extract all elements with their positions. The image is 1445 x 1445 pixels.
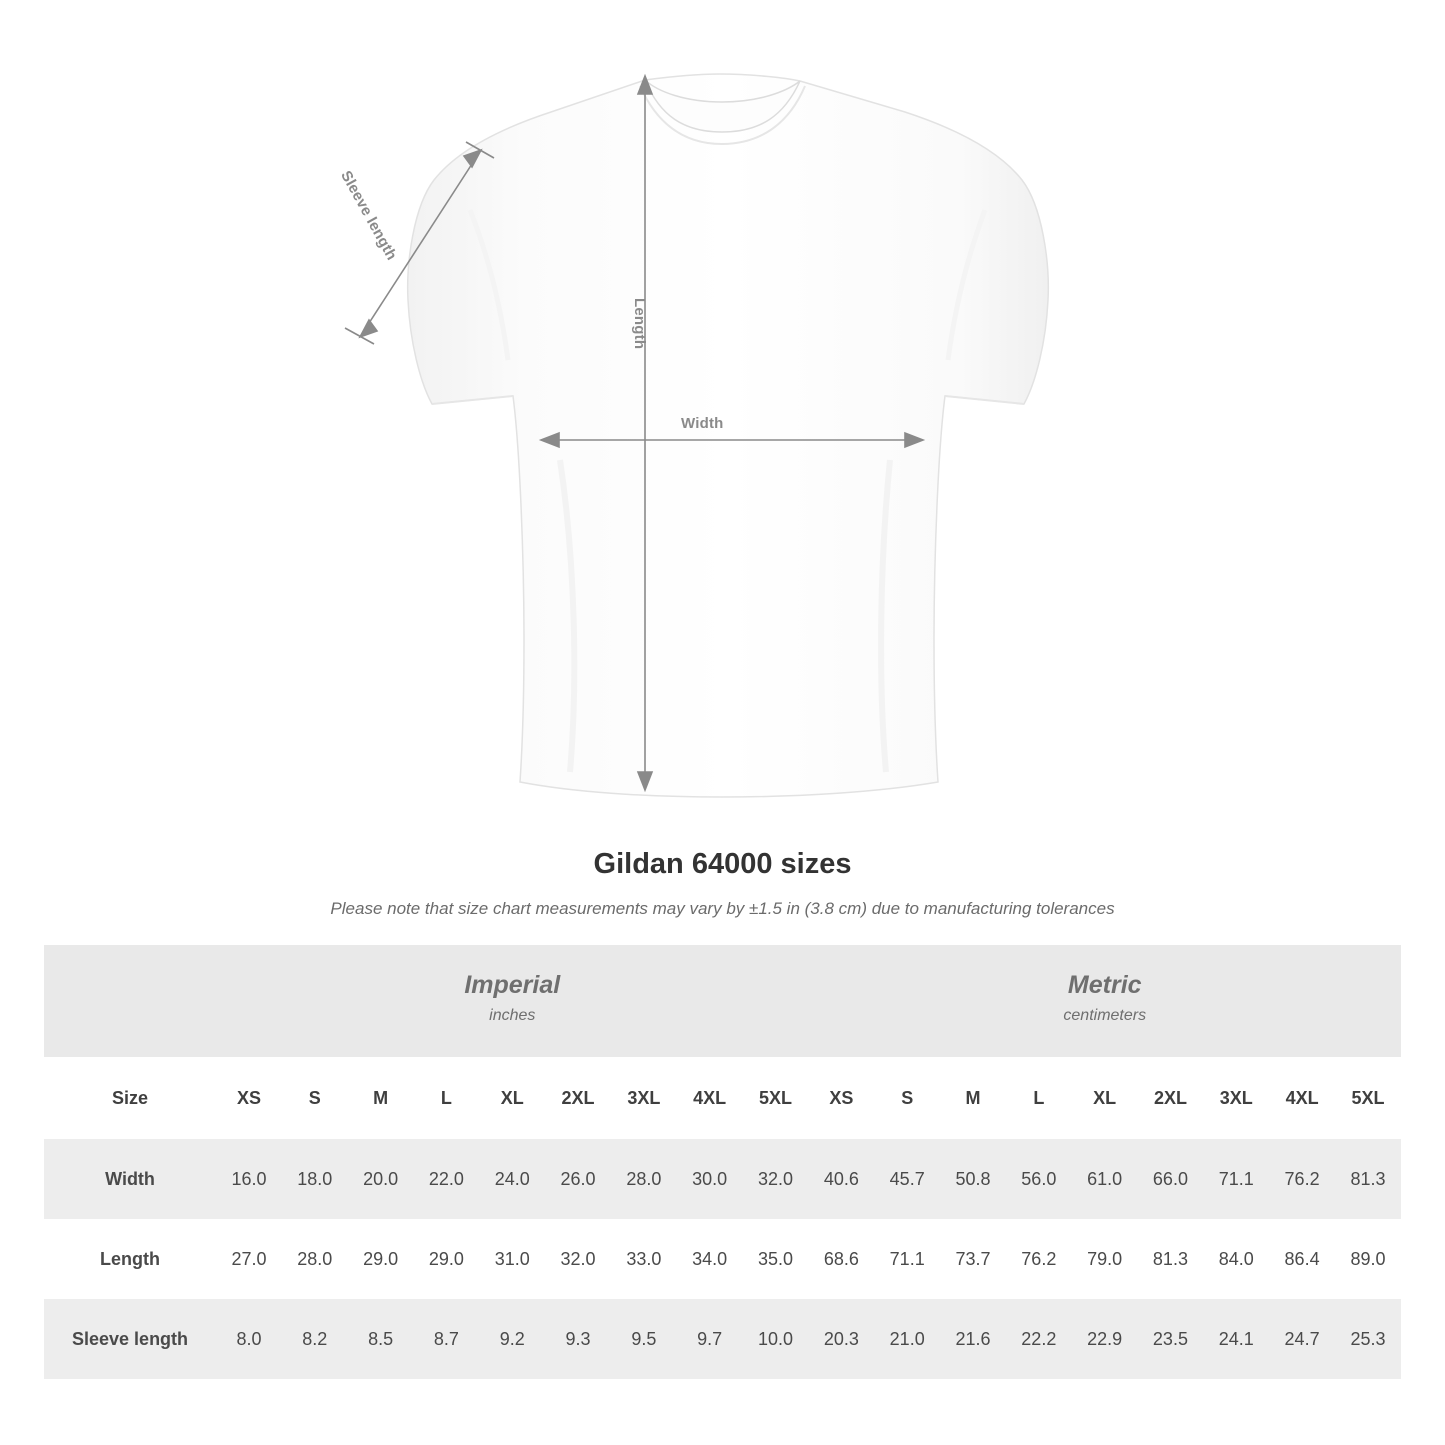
column-header-xl-metric: XL <box>1072 1057 1138 1139</box>
cell-length-s-in: 28.0 <box>282 1219 348 1299</box>
row-header-length: Length <box>44 1219 216 1299</box>
sleeve-length-label: Sleeve length <box>337 168 401 264</box>
cell-width-4xl-in: 30.0 <box>677 1139 743 1219</box>
cell-length-4xl-in: 34.0 <box>677 1219 743 1299</box>
row-header-width: Width <box>44 1139 216 1219</box>
table-system-row <box>44 945 1401 1057</box>
cell-sleeve-length-xs-cm: 20.3 <box>808 1299 874 1379</box>
column-header-3xl-imperial: 3XL <box>611 1057 677 1139</box>
cell-length-l-cm: 76.2 <box>1006 1219 1072 1299</box>
cell-width-5xl-cm: 81.3 <box>1335 1139 1401 1219</box>
size-table-wrapper <box>44 945 1401 1379</box>
cell-length-l-in: 29.0 <box>414 1219 480 1299</box>
column-header-5xl-metric: 5XL <box>1335 1057 1401 1139</box>
chart-heading <box>0 848 1445 919</box>
cell-width-m-in: 20.0 <box>348 1139 414 1219</box>
column-header-xl-imperial: XL <box>479 1057 545 1139</box>
cell-width-4xl-cm: 76.2 <box>1269 1139 1335 1219</box>
width-label: Width <box>681 415 724 432</box>
cell-sleeve-length-s-in: 8.2 <box>282 1299 348 1379</box>
cell-length-3xl-cm: 84.0 <box>1203 1219 1269 1299</box>
cell-width-l-cm: 56.0 <box>1006 1139 1072 1219</box>
cell-length-4xl-cm: 86.4 <box>1269 1219 1335 1299</box>
cell-length-m-cm: 73.7 <box>940 1219 1006 1299</box>
cell-width-2xl-in: 26.0 <box>545 1139 611 1219</box>
column-header-2xl-imperial: 2XL <box>545 1057 611 1139</box>
table-header-row <box>44 1057 1401 1139</box>
column-header-2xl-metric: 2XL <box>1138 1057 1204 1139</box>
system-name: Metric <box>1067 971 1142 1000</box>
cell-sleeve-length-m-in: 8.5 <box>348 1299 414 1379</box>
column-header-s-metric: S <box>874 1057 940 1139</box>
cell-width-s-cm: 45.7 <box>874 1139 940 1219</box>
cell-sleeve-length-xl-in: 9.2 <box>479 1299 545 1379</box>
cell-width-l-in: 22.0 <box>414 1139 480 1219</box>
cell-length-s-cm: 71.1 <box>874 1219 940 1299</box>
system-header-metric <box>808 945 1401 1057</box>
cell-width-xs-cm: 40.6 <box>808 1139 874 1219</box>
column-header-size: Size <box>44 1057 216 1139</box>
column-header-xs-imperial: XS <box>216 1057 282 1139</box>
cell-length-3xl-in: 33.0 <box>611 1219 677 1299</box>
cell-length-xs-in: 27.0 <box>216 1219 282 1299</box>
cell-sleeve-length-l-cm: 22.2 <box>1006 1299 1072 1379</box>
cell-length-xl-in: 31.0 <box>479 1219 545 1299</box>
system-unit: centimeters <box>1063 1007 1147 1025</box>
page-title: Gildan 64000 sizes <box>593 848 852 880</box>
column-header-4xl-imperial: 4XL <box>677 1057 743 1139</box>
cell-sleeve-length-2xl-in: 9.3 <box>545 1299 611 1379</box>
shirt-body <box>408 74 1049 797</box>
cell-sleeve-length-3xl-cm: 24.1 <box>1203 1299 1269 1379</box>
cell-length-5xl-cm: 89.0 <box>1335 1219 1401 1299</box>
column-header-s-imperial: S <box>282 1057 348 1139</box>
cell-sleeve-length-xl-cm: 22.9 <box>1072 1299 1138 1379</box>
size-chart-table <box>44 945 1401 1379</box>
cell-length-5xl-in: 35.0 <box>743 1219 809 1299</box>
row-header-sleeve-length: Sleeve length <box>44 1299 216 1379</box>
column-header-l-metric: L <box>1006 1057 1072 1139</box>
cell-sleeve-length-4xl-in: 9.7 <box>677 1299 743 1379</box>
cell-sleeve-length-3xl-in: 9.5 <box>611 1299 677 1379</box>
cell-width-s-in: 18.0 <box>282 1139 348 1219</box>
cell-width-5xl-in: 32.0 <box>743 1139 809 1219</box>
cell-sleeve-length-s-cm: 21.0 <box>874 1299 940 1379</box>
length-label: Length <box>631 298 648 350</box>
cell-sleeve-length-4xl-cm: 24.7 <box>1269 1299 1335 1379</box>
system-unit: inches <box>489 1007 536 1025</box>
cell-sleeve-length-l-in: 8.7 <box>414 1299 480 1379</box>
cell-width-m-cm: 50.8 <box>940 1139 1006 1219</box>
system-row-spacer <box>44 945 216 1057</box>
column-header-3xl-metric: 3XL <box>1203 1057 1269 1139</box>
sleeve-arrow-head-bottom <box>360 320 377 337</box>
column-header-m-imperial: M <box>348 1057 414 1139</box>
cell-width-3xl-cm: 71.1 <box>1203 1139 1269 1219</box>
cell-width-xl-cm: 61.0 <box>1072 1139 1138 1219</box>
table-row <box>44 1139 1401 1219</box>
cell-length-xl-cm: 79.0 <box>1072 1219 1138 1299</box>
cell-width-3xl-in: 28.0 <box>611 1139 677 1219</box>
table-row <box>44 1299 1401 1379</box>
cell-length-2xl-cm: 81.3 <box>1138 1219 1204 1299</box>
cell-sleeve-length-5xl-in: 10.0 <box>743 1299 809 1379</box>
system-name: Imperial <box>464 971 561 1000</box>
cell-length-2xl-in: 32.0 <box>545 1219 611 1299</box>
cell-length-xs-cm: 68.6 <box>808 1219 874 1299</box>
table-row <box>44 1219 1401 1299</box>
cell-sleeve-length-m-cm: 21.6 <box>940 1299 1006 1379</box>
cell-sleeve-length-xs-in: 8.0 <box>216 1299 282 1379</box>
column-header-xs-metric: XS <box>808 1057 874 1139</box>
cell-width-xs-in: 16.0 <box>216 1139 282 1219</box>
tolerance-note: Please note that size chart measurements may vary by ±1.5 in (3.8 cm) due to manufacturing tolerances <box>330 899 1115 918</box>
column-header-m-metric: M <box>940 1057 1006 1139</box>
cell-sleeve-length-5xl-cm: 25.3 <box>1335 1299 1401 1379</box>
column-header-l-imperial: L <box>414 1057 480 1139</box>
column-header-4xl-metric: 4XL <box>1269 1057 1335 1139</box>
cell-width-2xl-cm: 66.0 <box>1138 1139 1204 1219</box>
system-header-imperial <box>216 945 808 1057</box>
cell-width-xl-in: 24.0 <box>479 1139 545 1219</box>
cell-length-m-in: 29.0 <box>348 1219 414 1299</box>
cell-sleeve-length-2xl-cm: 23.5 <box>1138 1299 1204 1379</box>
column-header-5xl-imperial: 5XL <box>743 1057 809 1139</box>
